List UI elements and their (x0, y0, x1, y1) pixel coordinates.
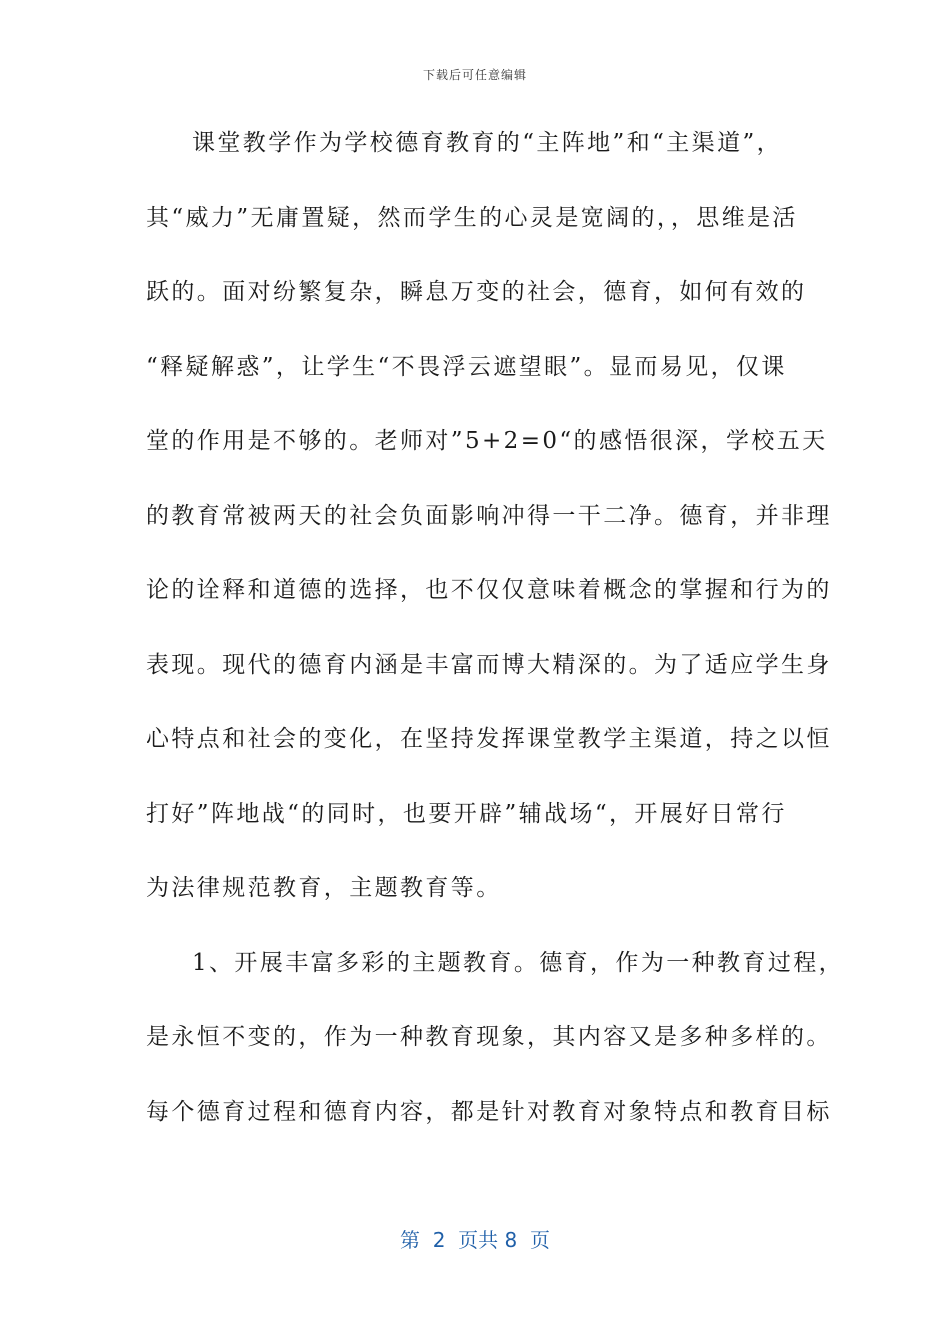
document-body (146, 118, 845, 1161)
paragraph-line: “释疑解惑”，让学生“不畏浮云遮望眼”。显而易见，仅课 (146, 353, 787, 380)
paragraph-line: 表现。现代的德育内涵是丰富而博大精深的。为了适应学生身 (146, 651, 832, 678)
paragraph-line: 打好”阵地战“的同时，也要开辟”辅战场“，开展好日常行 (146, 800, 787, 827)
paragraph-line: 心特点和社会的变化，在坚持发挥课堂教学主渠道，持之以恒 (146, 726, 832, 752)
paragraph-line: 课堂教学作为学校德育教育的“主阵地”和“主渠道”， (192, 130, 783, 156)
page-number-footer: 第 2 页共 8 页 (400, 1228, 550, 1252)
paragraph-line: 跃的。面对纷繁复杂，瞬息万变的社会，德育，如何有效的 (146, 279, 807, 305)
paragraph-line: 论的诠释和道德的选择，也不仅仅意味着概念的掌握和行为的 (146, 577, 832, 603)
page-header-note: 下载后可任意编辑 (422, 68, 527, 82)
paragraph-line: 是永恒不变的，作为一种教育现象，其内容又是多种多样的。 (146, 1024, 832, 1050)
paragraph-line: 的教育常被两天的社会负面影响冲得一干二净。德育，并非理 (146, 502, 832, 529)
paragraph-line: 每个德育过程和德育内容，都是针对教育对象特点和教育目标 (146, 1098, 832, 1125)
paragraph-line: 1、开展丰富多彩的主题教育。德育，作为一种教育过程， (192, 949, 845, 976)
paragraph-line: 堂的作用是不够的。老师对”5+2=0“的感悟很深，学校五天 (146, 428, 828, 454)
paragraph-line: 为法律规范教育，主题教育等。 (146, 875, 502, 901)
paragraph-line: 其“威力”无庸置疑，然而学生的心灵是宽阔的，，思维是活 (146, 204, 798, 231)
